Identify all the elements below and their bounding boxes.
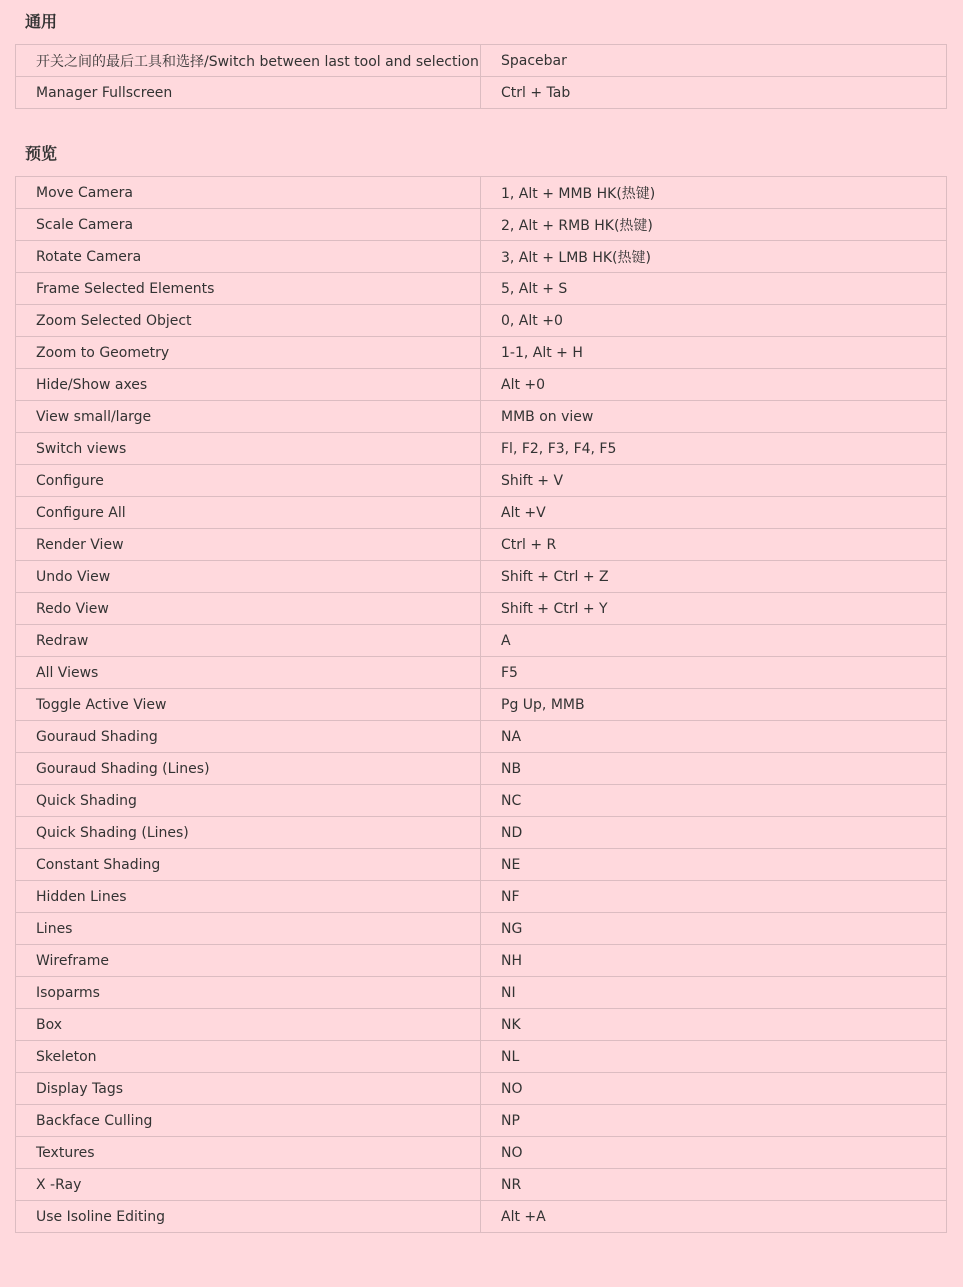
- shortcut-action-cell: 开关之间的最后工具和选择/Switch between last tool and selection: [16, 45, 481, 77]
- table-row: [16, 465, 947, 497]
- table-row: [16, 305, 947, 337]
- table-row: [16, 401, 947, 433]
- shortcut-key-cell: 1, Alt + MMB HK(热键): [481, 177, 947, 209]
- shortcut-action-cell: Box: [16, 1009, 481, 1041]
- preview-shortcuts-table: [15, 176, 947, 1233]
- shortcut-key-cell: F5: [481, 657, 947, 689]
- shortcut-key-cell: NF: [481, 881, 947, 913]
- table-row: [16, 1137, 947, 1169]
- shortcut-action-cell: View small/large: [16, 401, 481, 433]
- shortcut-action-cell: Manager Fullscreen: [16, 77, 481, 109]
- shortcut-key-cell: NL: [481, 1041, 947, 1073]
- table-row: [16, 529, 947, 561]
- table-row: [16, 45, 947, 77]
- table-row: [16, 849, 947, 881]
- table-row: [16, 1009, 947, 1041]
- shortcut-key-cell: 1-1, Alt + H: [481, 337, 947, 369]
- table-row: [16, 1041, 947, 1073]
- table-row: [16, 209, 947, 241]
- shortcut-key-cell: Alt +V: [481, 497, 947, 529]
- shortcut-key-cell: Pg Up, MMB: [481, 689, 947, 721]
- shortcut-action-cell: Zoom to Geometry: [16, 337, 481, 369]
- shortcut-action-cell: Gouraud Shading: [16, 721, 481, 753]
- shortcut-action-cell: Zoom Selected Object: [16, 305, 481, 337]
- shortcut-action-cell: Switch views: [16, 433, 481, 465]
- shortcut-key-cell: Spacebar: [481, 45, 947, 77]
- table-row: [16, 817, 947, 849]
- shortcut-key-cell: NH: [481, 945, 947, 977]
- shortcut-action-cell: Display Tags: [16, 1073, 481, 1105]
- shortcut-action-cell: Lines: [16, 913, 481, 945]
- table-row: [16, 561, 947, 593]
- general-shortcuts-table: [15, 44, 947, 109]
- shortcut-action-cell: Isoparms: [16, 977, 481, 1009]
- table-row: [16, 77, 947, 109]
- table-row: [16, 1169, 947, 1201]
- table-row: [16, 1073, 947, 1105]
- table-row: [16, 689, 947, 721]
- shortcut-action-cell: Render View: [16, 529, 481, 561]
- shortcut-action-cell: Backface Culling: [16, 1105, 481, 1137]
- table-row: [16, 721, 947, 753]
- shortcut-action-cell: X -Ray: [16, 1169, 481, 1201]
- shortcut-action-cell: Rotate Camera: [16, 241, 481, 273]
- shortcut-action-cell: Move Camera: [16, 177, 481, 209]
- shortcut-key-cell: NP: [481, 1105, 947, 1137]
- shortcut-key-cell: Alt +A: [481, 1201, 947, 1233]
- shortcut-action-cell: Quick Shading (Lines): [16, 817, 481, 849]
- general-table-body: [16, 45, 947, 109]
- shortcut-key-cell: NC: [481, 785, 947, 817]
- shortcut-action-cell: Textures: [16, 1137, 481, 1169]
- table-row: [16, 1201, 947, 1233]
- shortcut-action-cell: Hidden Lines: [16, 881, 481, 913]
- table-row: [16, 945, 947, 977]
- shortcut-key-cell: Alt +0: [481, 369, 947, 401]
- preview-table-body: [16, 177, 947, 1233]
- shortcut-key-cell: Shift + V: [481, 465, 947, 497]
- shortcut-key-cell: NA: [481, 721, 947, 753]
- shortcut-action-cell: Frame Selected Elements: [16, 273, 481, 305]
- table-row: [16, 753, 947, 785]
- table-row: [16, 657, 947, 689]
- section-title-general: 通用: [25, 12, 58, 31]
- shortcut-action-cell: Configure All: [16, 497, 481, 529]
- shortcut-key-cell: NR: [481, 1169, 947, 1201]
- shortcut-action-cell: Wireframe: [16, 945, 481, 977]
- section-title-preview: 预览: [25, 144, 58, 163]
- shortcut-action-cell: Gouraud Shading (Lines): [16, 753, 481, 785]
- shortcut-key-cell: 3, Alt + LMB HK(热键): [481, 241, 947, 273]
- shortcut-key-cell: 2, Alt + RMB HK(热键): [481, 209, 947, 241]
- shortcut-key-cell: 0, Alt +0: [481, 305, 947, 337]
- shortcut-action-cell: Quick Shading: [16, 785, 481, 817]
- table-row: [16, 785, 947, 817]
- shortcut-key-cell: Shift + Ctrl + Z: [481, 561, 947, 593]
- shortcut-key-cell: NK: [481, 1009, 947, 1041]
- table-row: [16, 913, 947, 945]
- table-row: [16, 977, 947, 1009]
- table-row: [16, 593, 947, 625]
- table-row: [16, 1105, 947, 1137]
- shortcut-action-cell: Use Isoline Editing: [16, 1201, 481, 1233]
- shortcut-key-cell: Shift + Ctrl + Y: [481, 593, 947, 625]
- shortcut-action-cell: Scale Camera: [16, 209, 481, 241]
- table-row: [16, 241, 947, 273]
- shortcut-action-cell: Skeleton: [16, 1041, 481, 1073]
- shortcut-action-cell: Configure: [16, 465, 481, 497]
- shortcut-action-cell: All Views: [16, 657, 481, 689]
- shortcut-action-cell: Hide/Show axes: [16, 369, 481, 401]
- shortcut-key-cell: NO: [481, 1137, 947, 1169]
- table-row: [16, 337, 947, 369]
- shortcut-key-cell: 5, Alt + S: [481, 273, 947, 305]
- table-row: [16, 433, 947, 465]
- shortcut-key-cell: NB: [481, 753, 947, 785]
- shortcut-key-cell: ND: [481, 817, 947, 849]
- shortcut-key-cell: NG: [481, 913, 947, 945]
- shortcut-key-cell: Fl, F2, F3, F4, F5: [481, 433, 947, 465]
- shortcut-action-cell: Toggle Active View: [16, 689, 481, 721]
- shortcut-key-cell: Ctrl + Tab: [481, 77, 947, 109]
- shortcut-key-cell: Ctrl + R: [481, 529, 947, 561]
- shortcut-action-cell: Constant Shading: [16, 849, 481, 881]
- table-row: [16, 625, 947, 657]
- shortcut-action-cell: Redraw: [16, 625, 481, 657]
- shortcut-action-cell: Undo View: [16, 561, 481, 593]
- shortcut-key-cell: MMB on view: [481, 401, 947, 433]
- table-row: [16, 497, 947, 529]
- shortcut-key-cell: NI: [481, 977, 947, 1009]
- table-row: [16, 273, 947, 305]
- shortcut-key-cell: A: [481, 625, 947, 657]
- table-row: [16, 881, 947, 913]
- table-row: [16, 369, 947, 401]
- shortcut-key-cell: NE: [481, 849, 947, 881]
- table-row: [16, 177, 947, 209]
- shortcut-action-cell: Redo View: [16, 593, 481, 625]
- shortcut-key-cell: NO: [481, 1073, 947, 1105]
